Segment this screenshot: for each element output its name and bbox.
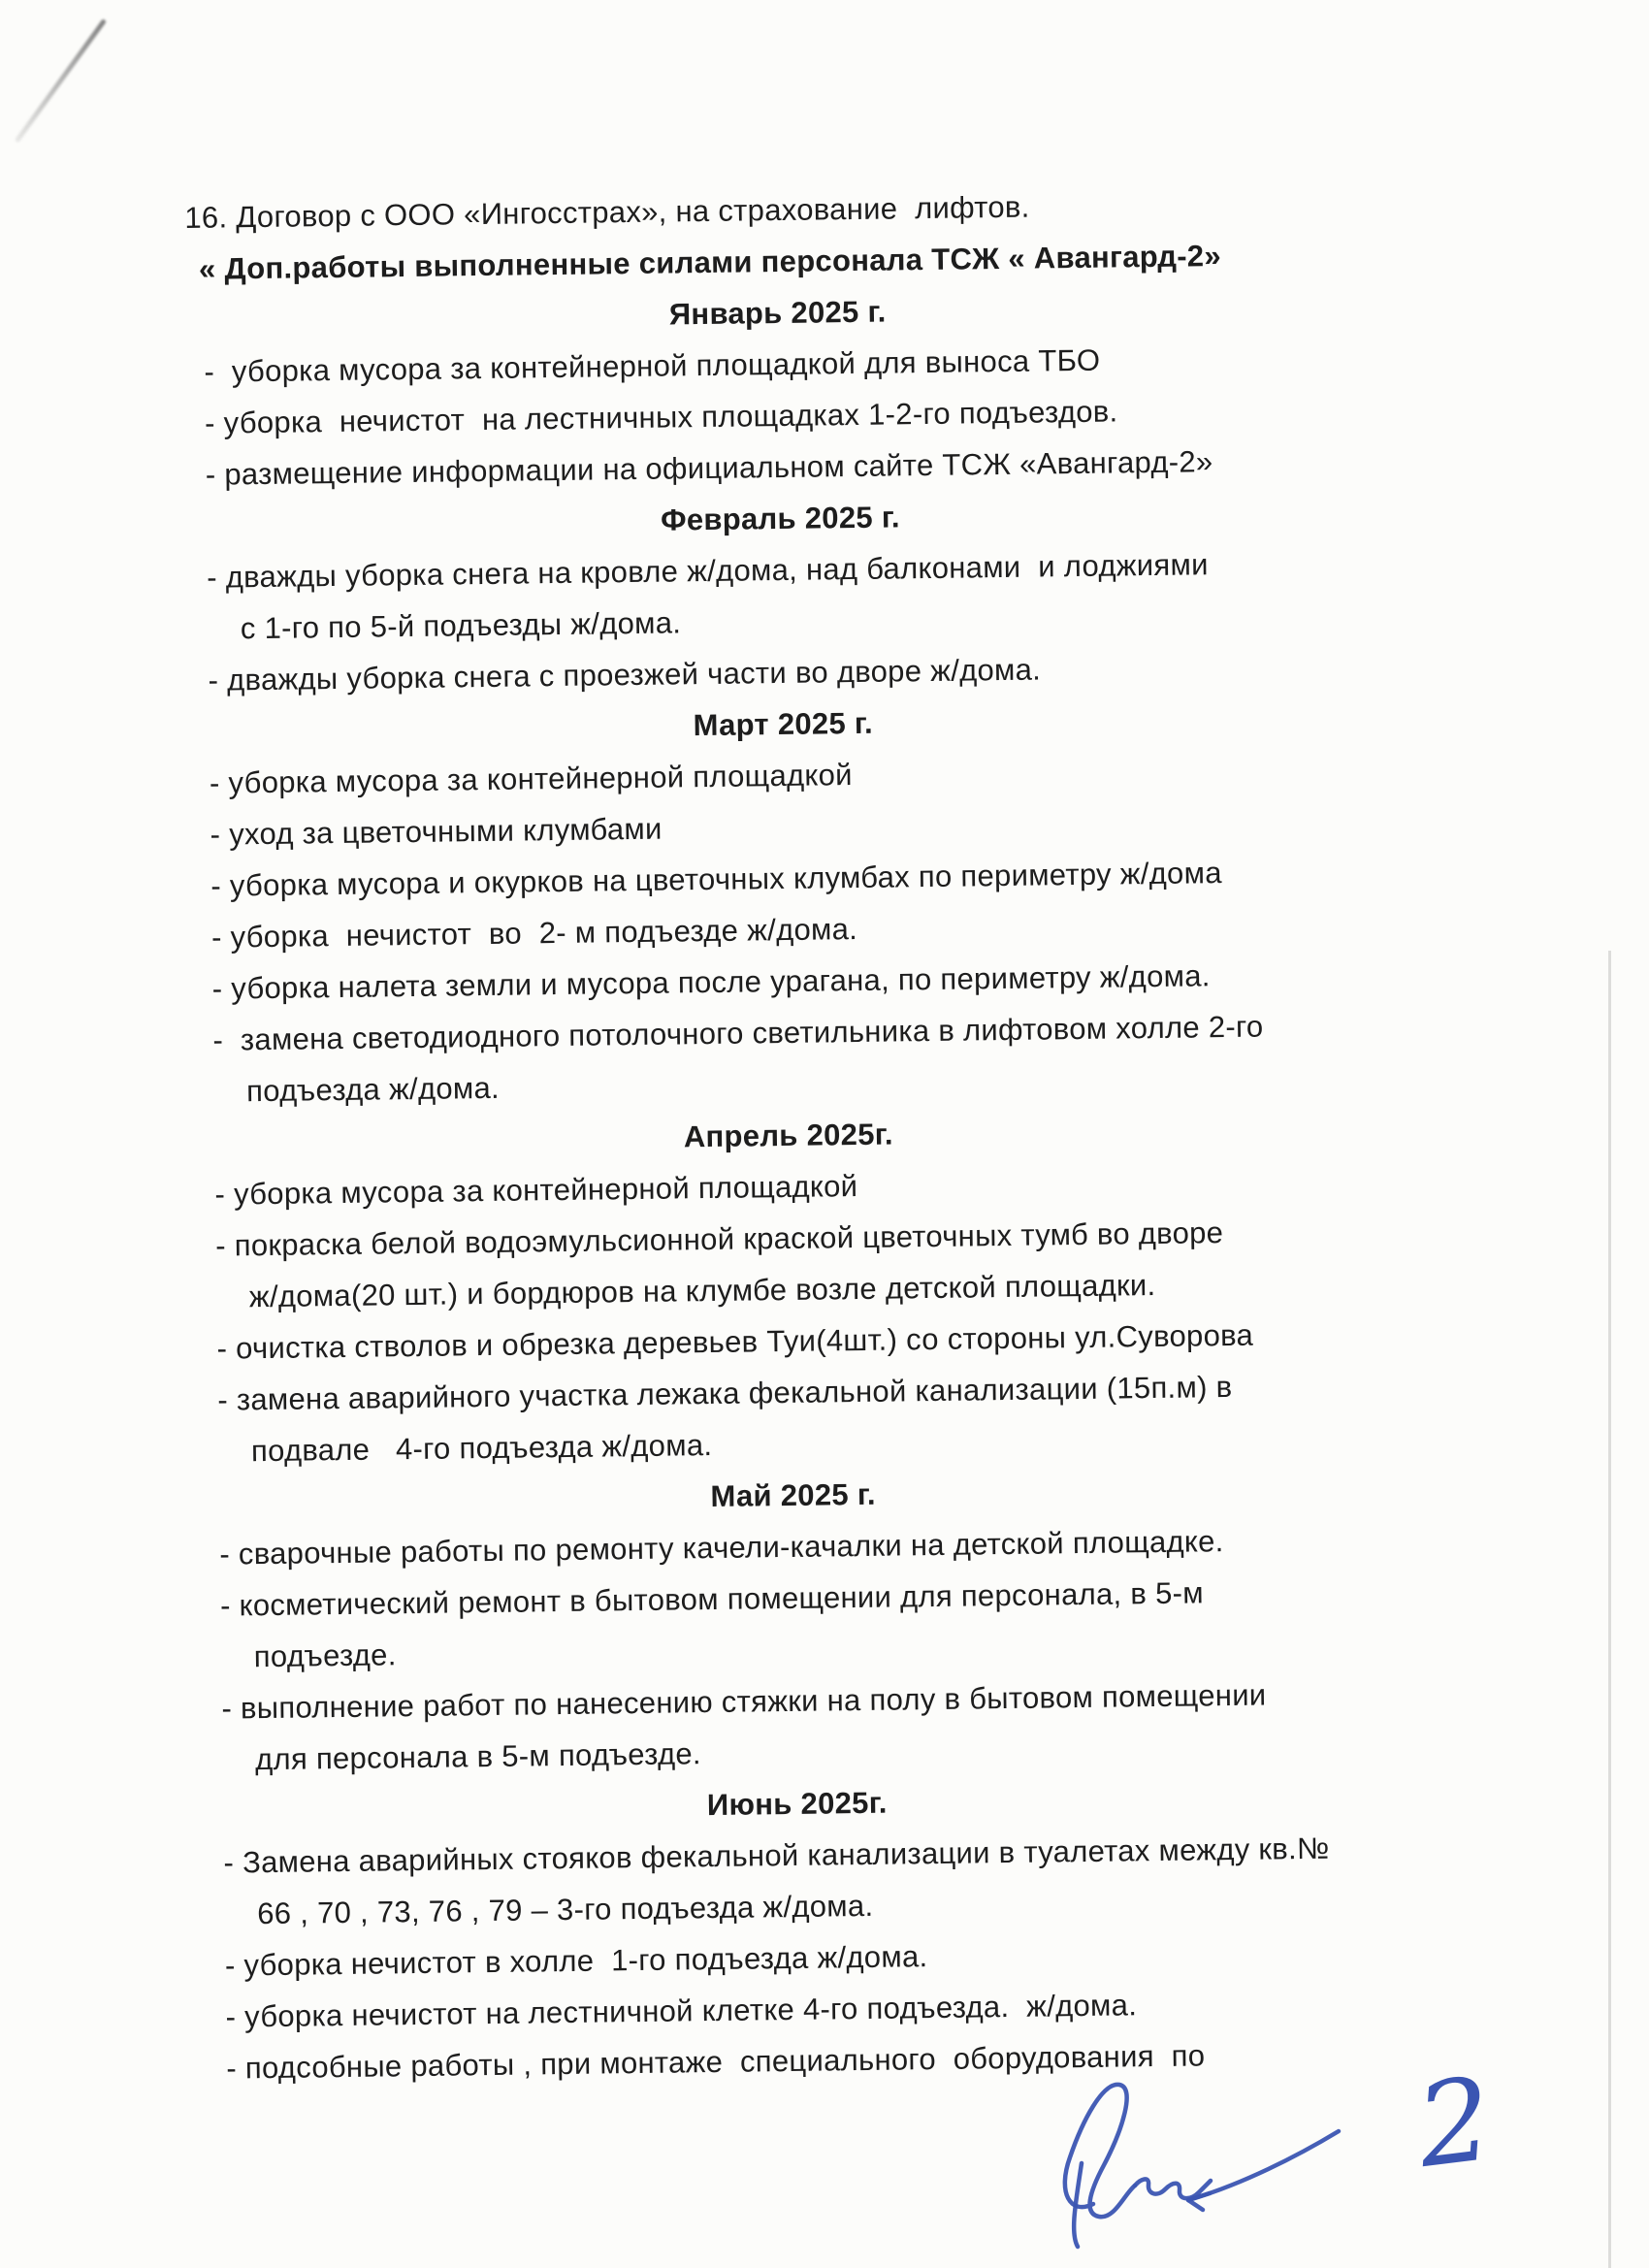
work-item: - уборка мусора и окурков на цветочных клумбах по периметру ж/дома: [210, 856, 1222, 903]
work-item-continuation: подъезда ж/дома.: [245, 1070, 501, 1109]
work-item: - выполнение работ по нанесению стяжки на полу в бытовом помещении: [221, 1677, 1267, 1726]
document-title: « Доп.работы выполненные силами персонала ТСЖ « Авангард-2»: [198, 239, 1222, 286]
intro-line: 16. Договор с ООО «Ингосстрах», на страхование лифтов.: [184, 189, 1030, 235]
month-heading: Февраль 2025 г.: [660, 500, 901, 537]
month-heading: Май 2025 г.: [710, 1476, 877, 1514]
work-item-continuation: для персонала в 5-м подъезде.: [254, 1736, 702, 1777]
work-item: - дважды уборка снега на кровле ж/дома, над балконами и лоджиями: [206, 547, 1209, 595]
work-item: - уборка нечистот во 2- м подъезде ж/дома.: [210, 911, 858, 955]
work-item: - дважды уборка снега с проезжей части во дворе ж/дома.: [208, 652, 1042, 697]
scan-fold-artifact: [15, 18, 107, 143]
work-item-continuation: с 1-го по 5-й подъезды ж/дома.: [240, 605, 682, 646]
work-item: - уборка нечистот на лестничных площадках 1-2-го подъездов.: [204, 394, 1118, 440]
work-item: - уборка налета земли и мусора после урагана, по периметру ж/дома.: [211, 958, 1211, 1006]
work-item: - покраска белой водоэмульсионной краской цветочных тумб во дворе: [214, 1215, 1224, 1263]
work-item: - уборка мусора за контейнерной площадкой для выноса ТБО: [204, 342, 1101, 389]
work-item: - уборка нечистот в холле 1-го подъезда ж/дома.: [224, 1939, 928, 1983]
work-item: - уход за цветочными клумбами: [210, 811, 663, 852]
work-item: - сварочные работы по ремонту качели-качалки на детской площадке.: [219, 1524, 1224, 1571]
work-item-continuation: ж/дома(20 шт.) и бордюров на клумбе возле детской площадки.: [248, 1267, 1156, 1314]
work-item-continuation: подвале 4-го подъезда ж/дома.: [250, 1427, 713, 1469]
work-item: - уборка мусора за контейнерной площадкой: [209, 758, 853, 800]
work-item: - замена аварийного участка лежака фекальной канализации (15п.м) в: [217, 1369, 1233, 1417]
month-heading: Март 2025 г.: [693, 705, 874, 743]
month-heading: Апрель 2025г.: [683, 1117, 893, 1154]
work-item: - очистка стволов и обрезка деревьев Туи(4шт.) со стороны ул.Суворова: [216, 1317, 1254, 1366]
month-heading: Июнь 2025г.: [706, 1785, 888, 1823]
document-content: [184, 175, 1509, 2093]
month-heading: Январь 2025 г.: [668, 294, 887, 332]
monthly-sections: [185, 277, 1508, 2093]
work-item-continuation: 66 , 70 , 73, 76 , 79 – 3-го подъезда ж/дома.: [257, 1888, 874, 1931]
signature: [1043, 2057, 1377, 2251]
work-item: - размещение информации на официальном сайте ТСЖ «Авангард-2»: [205, 444, 1213, 492]
work-item: - замена светодиодного потолочного светильника в лифтовом холле 2-го: [212, 1009, 1264, 1057]
work-item: - подсобные работы , при монтаже специального оборудования по: [226, 2038, 1206, 2086]
work-item: - Замена аварийных стояков фекальной канализации в туалетах между кв.№: [223, 1831, 1330, 1880]
scan-edge-line: [1608, 951, 1611, 2268]
page-number: 2: [1409, 2051, 1500, 2194]
work-item: - уборка нечистот на лестничной клетке 4-го подъезда. ж/дома.: [225, 1988, 1138, 2034]
work-item: - косметический ремонт в бытовом помещении для персонала, в 5-м: [219, 1575, 1205, 1623]
work-item-continuation: подъезде.: [253, 1637, 397, 1674]
work-item: - уборка мусора за контейнерной площадкой: [214, 1169, 858, 1212]
